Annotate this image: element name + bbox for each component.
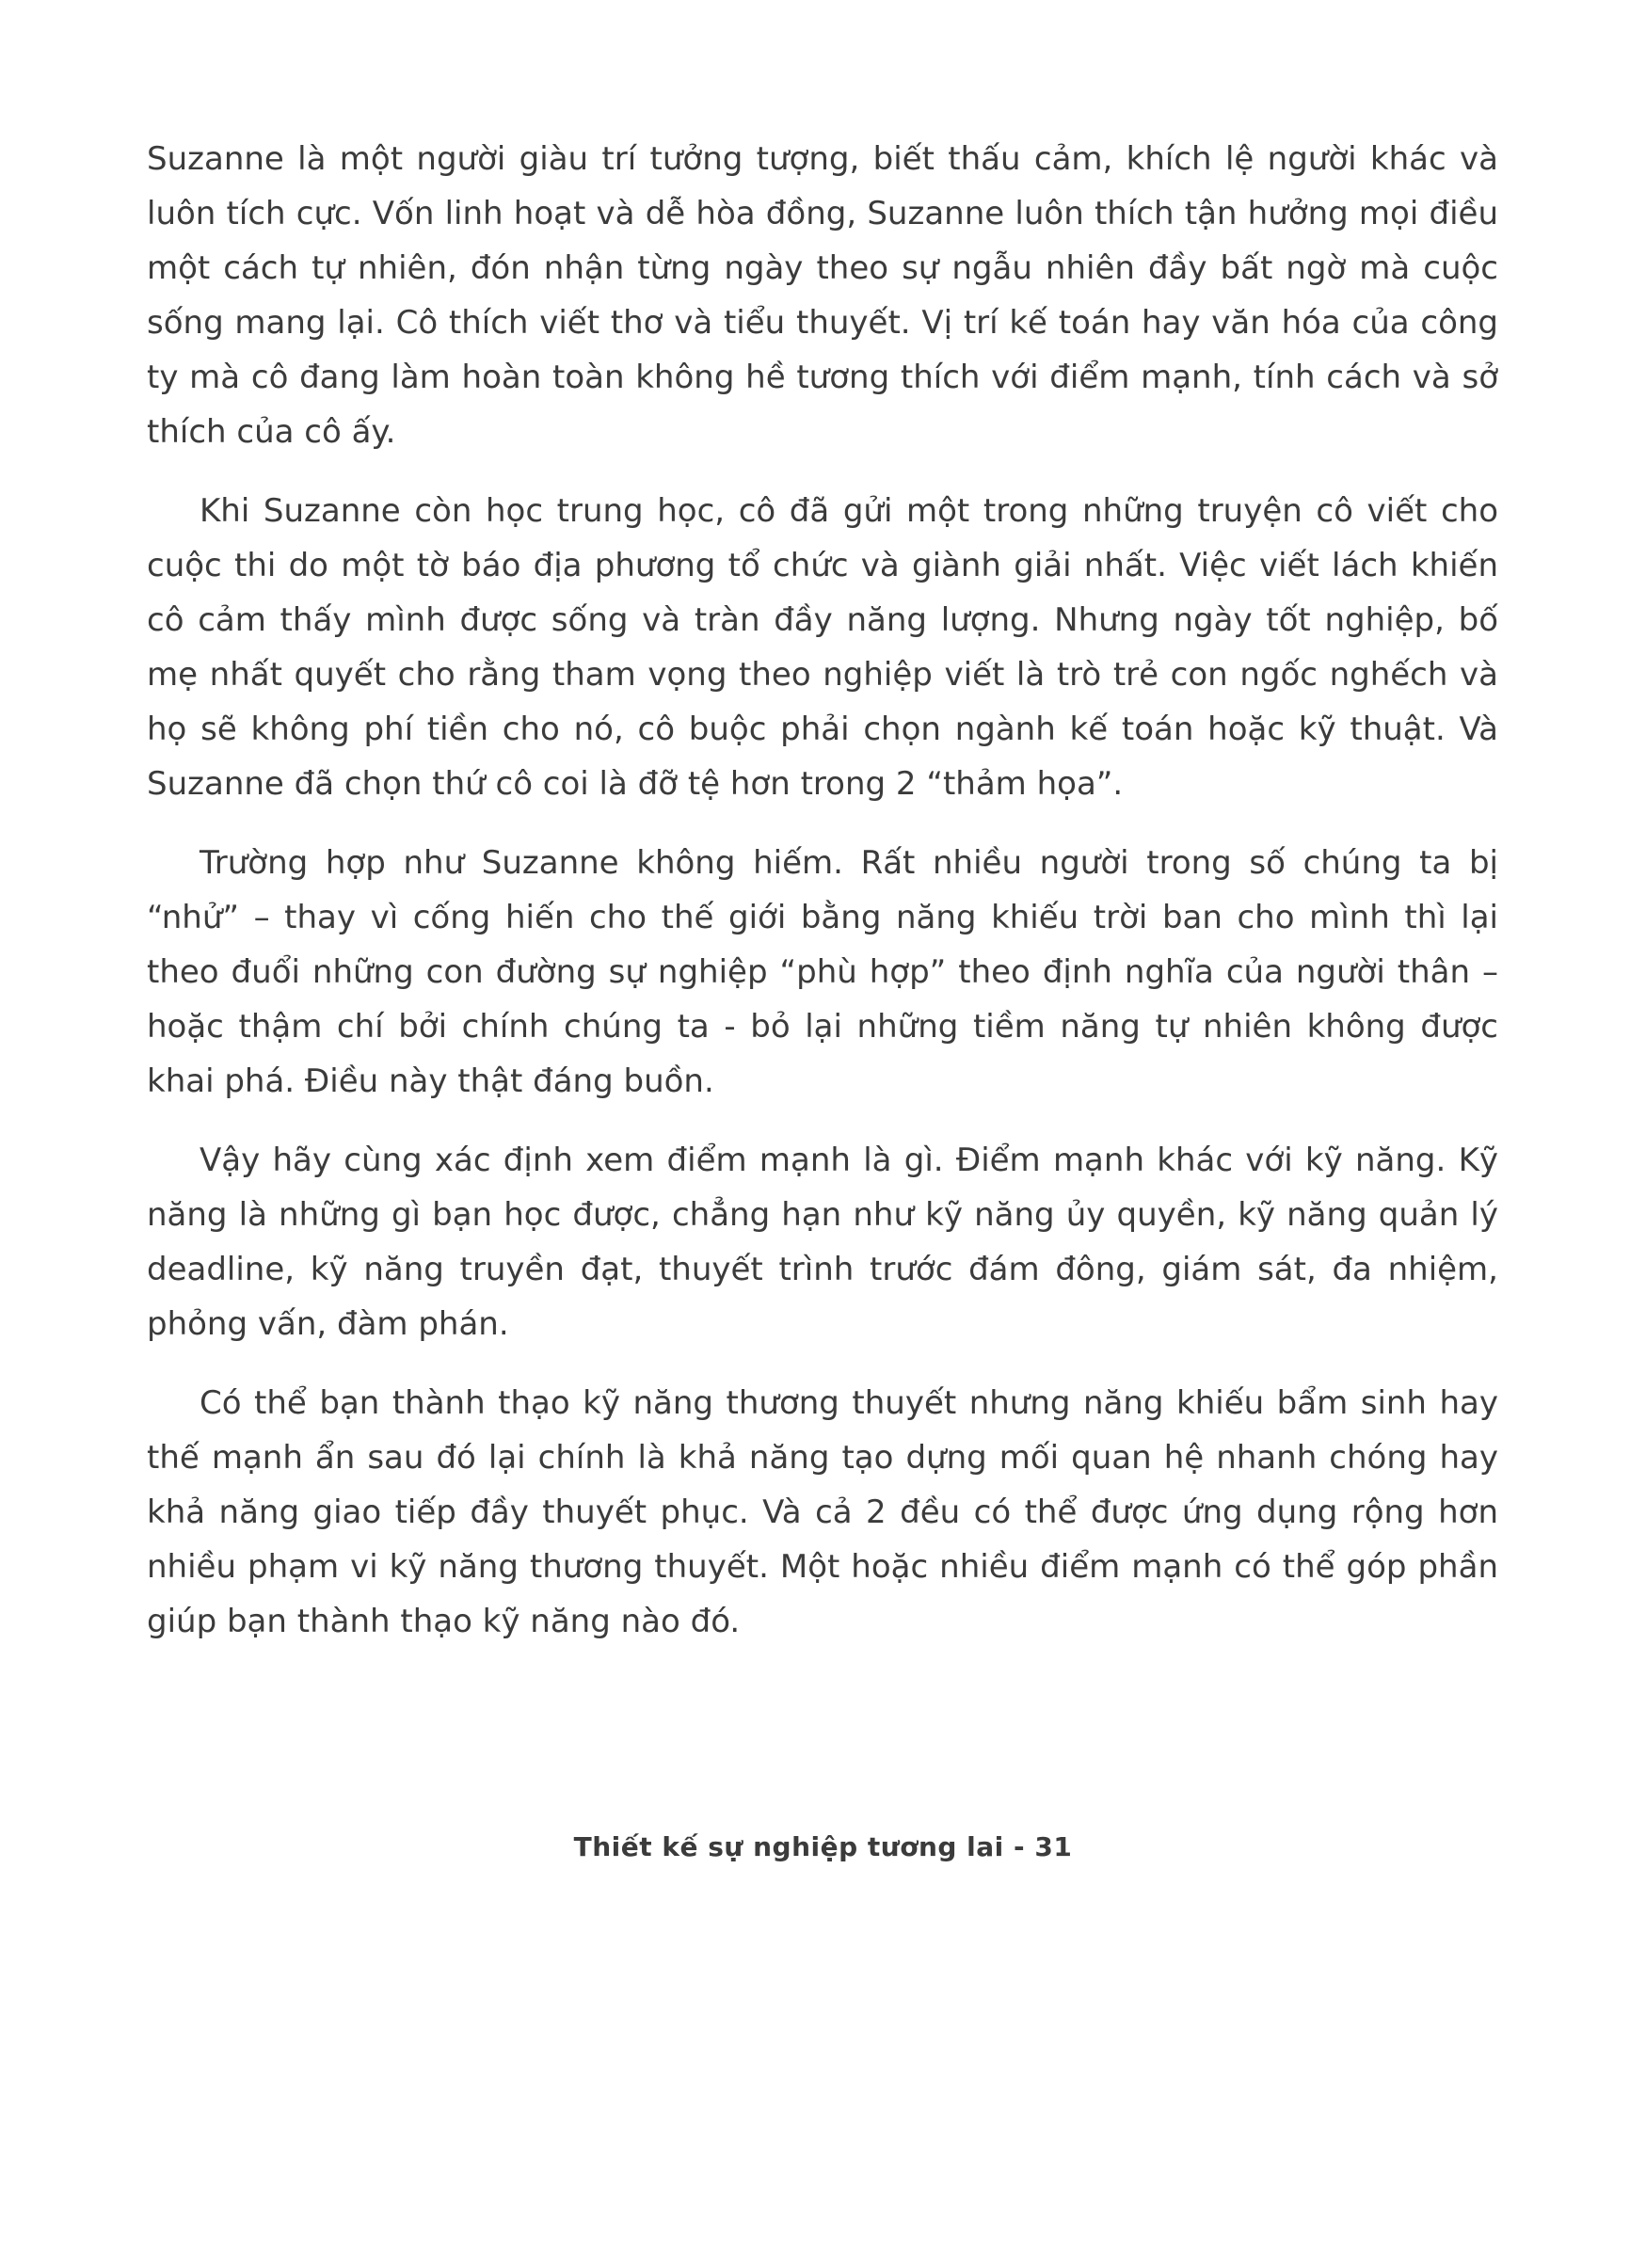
footer-running-title: Thiết kế sự nghiệp tương lai - 31: [573, 1831, 1073, 1862]
page-footer: [0, 1831, 1646, 1862]
paragraph: Khi Suzanne còn học trung học, cô đã gửi một trong những truyện cô viết cho cuộc thi do một tờ báo địa phương tổ chức và giành giải nhất. Việc viết lách khiến cô cảm thấy mình được sống và tràn đầy năng lượng. Nhưng ngày tốt nghiệp, bố mẹ nhất quyết cho rằng tham vọng theo nghiệp viết là trò trẻ con ngốc nghếch và họ sẽ không phí tiền cho nó, cô buộc phải chọn ngành kế toán hoặc kỹ thuật. Và Suzanne đã chọn thứ cô coi là đỡ tệ hơn trong 2 “thảm họa”.: [147, 492, 1498, 803]
paragraph: Vậy hãy cùng xác định xem điểm mạnh là gì. Điểm mạnh khác với kỹ năng. Kỹ năng là những gì bạn học được, chẳng hạn như kỹ năng ủy quyền, kỹ năng quản lý deadline, kỹ năng truyền đạt, thuyết trình trước đám đông, giám sát, đa nhiệm, phỏng vấn, đàm phán.: [147, 1142, 1498, 1343]
paragraph: Trường hợp như Suzanne không hiếm. Rất nhiều người trong số chúng ta bị “nhử” – thay vì cống hiến cho thế giới bằng năng khiếu trời ban cho mình thì lại theo đuổi những con đường sự nghiệp “phù hợp” theo định nghĩa của người thân – hoặc thậm chí bởi chính chúng ta - bỏ lại những tiềm năng tự nhiên không được khai phá. Điều này thật đáng buồn.: [147, 844, 1498, 1100]
paragraph: Có thể bạn thành thạo kỹ năng thương thuyết nhưng năng khiếu bẩm sinh hay thế mạnh ẩn sau đó lại chính là khả năng tạo dựng mối quan hệ nhanh chóng hay khả năng giao tiếp đầy thuyết phục. Và cả 2 đều có thể được ứng dụng rộng hơn nhiều phạm vi kỹ năng thương thuyết. Một hoặc nhiều điểm mạnh có thể góp phần giúp bạn thành thạo kỹ năng nào đó.: [147, 1384, 1498, 1640]
paragraph-intro: Suzanne là một người giàu trí tưởng tượng, biết thấu cảm, khích lệ người khác và luôn tích cực. Vốn linh hoạt và dễ hòa đồng, Suzanne luôn thích tận hưởng mọi điều một cách tự nhiên, đón nhận từng ngày theo sự ngẫu nhiên đầy bất ngờ mà cuộc sống mang lại. Cô thích viết thơ và tiểu thuyết. Vị trí kế toán hay văn hóa của công ty mà cô đang làm hoàn toàn không hề tương thích với điểm mạnh, tính cách và sở thích của cô ấy.: [147, 140, 1498, 451]
page-body-text: [147, 132, 1498, 1673]
